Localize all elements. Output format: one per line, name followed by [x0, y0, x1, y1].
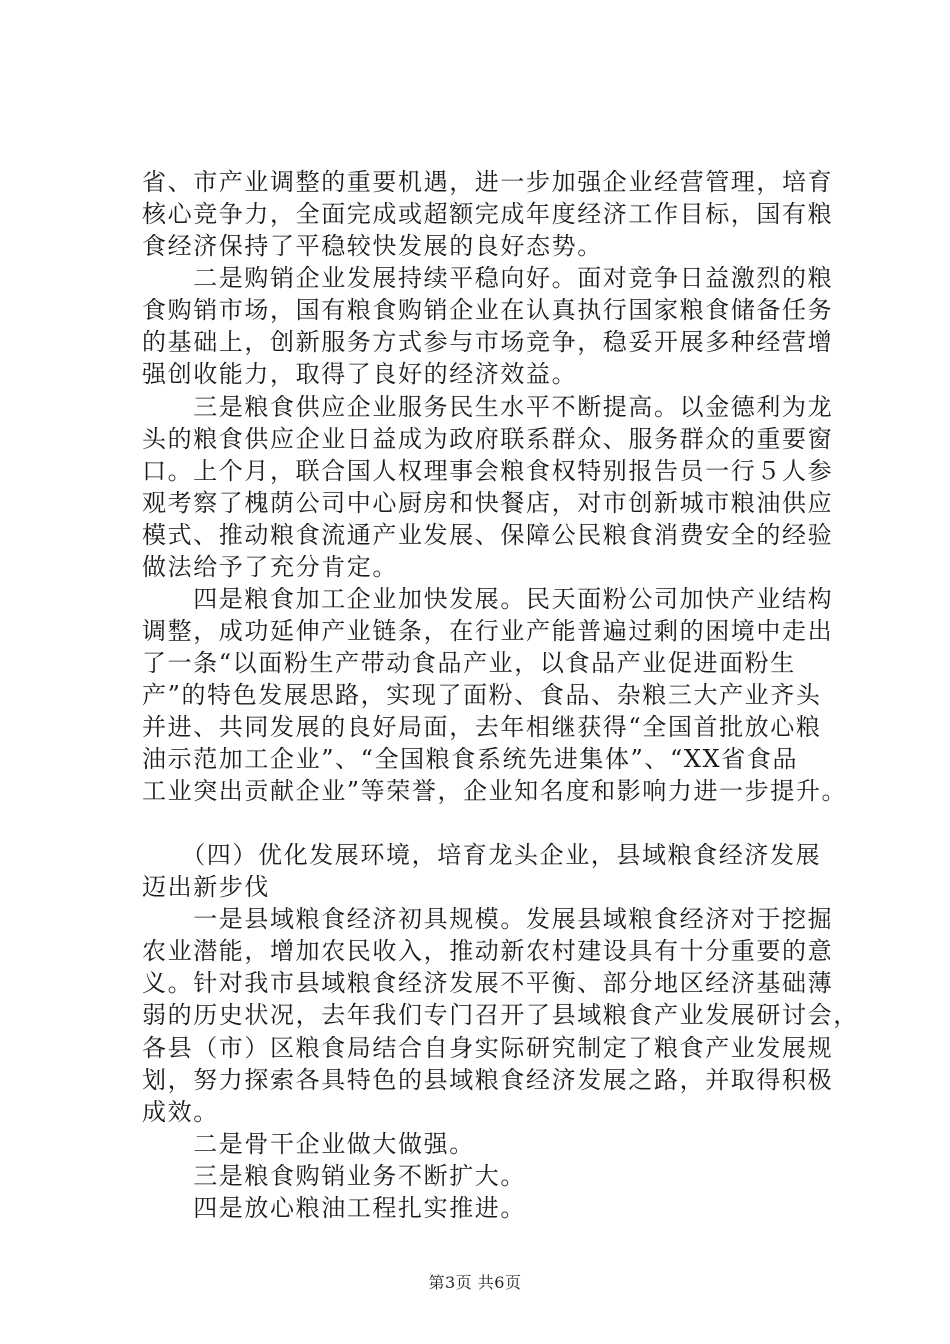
text-line: 省、市产业调整的重要机遇，进一步加强企业经营管理，培育 [142, 168, 834, 196]
text-line: 调整，成功延伸产业链条，在行业产能普遍过剩的困境中走出 [142, 617, 834, 645]
text-line: 的基础上，创新服务方式参与市场竞争，稳妥开展多种经营增 [142, 328, 834, 356]
text-line: 四是放心粮油工程扎实推进。 [142, 1194, 526, 1222]
text-line: 油示范加工企业”、“全国粮食系统先进集体”、“XX省食品 [142, 745, 799, 773]
text-line: 一是县域粮食经济初具规模。发展县域粮食经济对于挖掘 [142, 905, 834, 933]
text-line: 二是骨干企业做大做强。 [142, 1130, 475, 1158]
text-line: 食购销市场，国有粮食购销企业在认真执行国家粮食储备任务 [142, 296, 834, 324]
text-line: 弱的历史状况，去年我们专门召开了县域粮食产业发展研讨会， [142, 1001, 859, 1029]
text-line: 头的粮食供应企业日益成为政府联系群众、服务群众的重要窗 [142, 425, 834, 453]
text-line: 二是购销企业发展持续平稳向好。面对竞争日益激烈的粮 [142, 264, 834, 292]
text-line: 做法给予了充分肯定。 [142, 553, 398, 581]
text-line: 产”的特色发展思路，实现了面粉、食品、杂粮三大产业齐头 [142, 681, 822, 709]
section-heading: （四）优化发展环境，培育龙头企业，县域粮食经济发展 [142, 841, 822, 869]
text-line: 义。针对我市县域粮食经济发展不平衡、部分地区经济基础薄 [142, 969, 834, 997]
text-line: 工业突出贡献企业”等荣誉，企业知名度和影响力进一步提升。 [142, 777, 848, 805]
text-line: 三是粮食购销业务不断扩大。 [142, 1162, 526, 1190]
text-line: 口。上个月，联合国人权理事会粮食权特别报告员一行５人参 [142, 457, 834, 485]
page-number-footer: 第3页 共6页 [428, 1273, 522, 1292]
text-line: 各县（市）区粮食局结合自身实际研究制定了粮食产业发展规 [142, 1034, 834, 1062]
text-line: 核心竞争力，全面完成或超额完成年度经济工作目标，国有粮 [142, 200, 834, 228]
text-line: 了一条“以面粉生产带动食品产业，以食品产业促进面粉生 [142, 649, 796, 677]
text-line: 农业潜能，增加农民收入，推动新农村建设具有十分重要的意 [142, 937, 834, 965]
text-line: 并进、共同发展的良好局面，去年相继获得“全国首批放心粮 [142, 713, 822, 741]
text-line: 食经济保持了平稳较快发展的良好态势。 [142, 232, 603, 260]
text-line: 强创收能力，取得了良好的经济效益。 [142, 360, 578, 388]
text-line: 模式、推动粮食流通产业发展、保障公民粮食消费安全的经验 [142, 521, 834, 549]
text-line: 成效。 [142, 1098, 219, 1126]
text-line: 三是粮食供应企业服务民生水平不断提高。以金德利为龙 [142, 393, 834, 421]
text-line: 划，努力探索各具特色的县域粮食经济发展之路，并取得积极 [142, 1066, 834, 1094]
section-heading: 迈出新步伐 [142, 873, 270, 901]
text-line: 观考察了槐荫公司中心厨房和快餐店，对市创新城市粮油供应 [142, 489, 834, 517]
text-line: 四是粮食加工企业加快发展。民天面粉公司加快产业结构 [142, 585, 834, 613]
